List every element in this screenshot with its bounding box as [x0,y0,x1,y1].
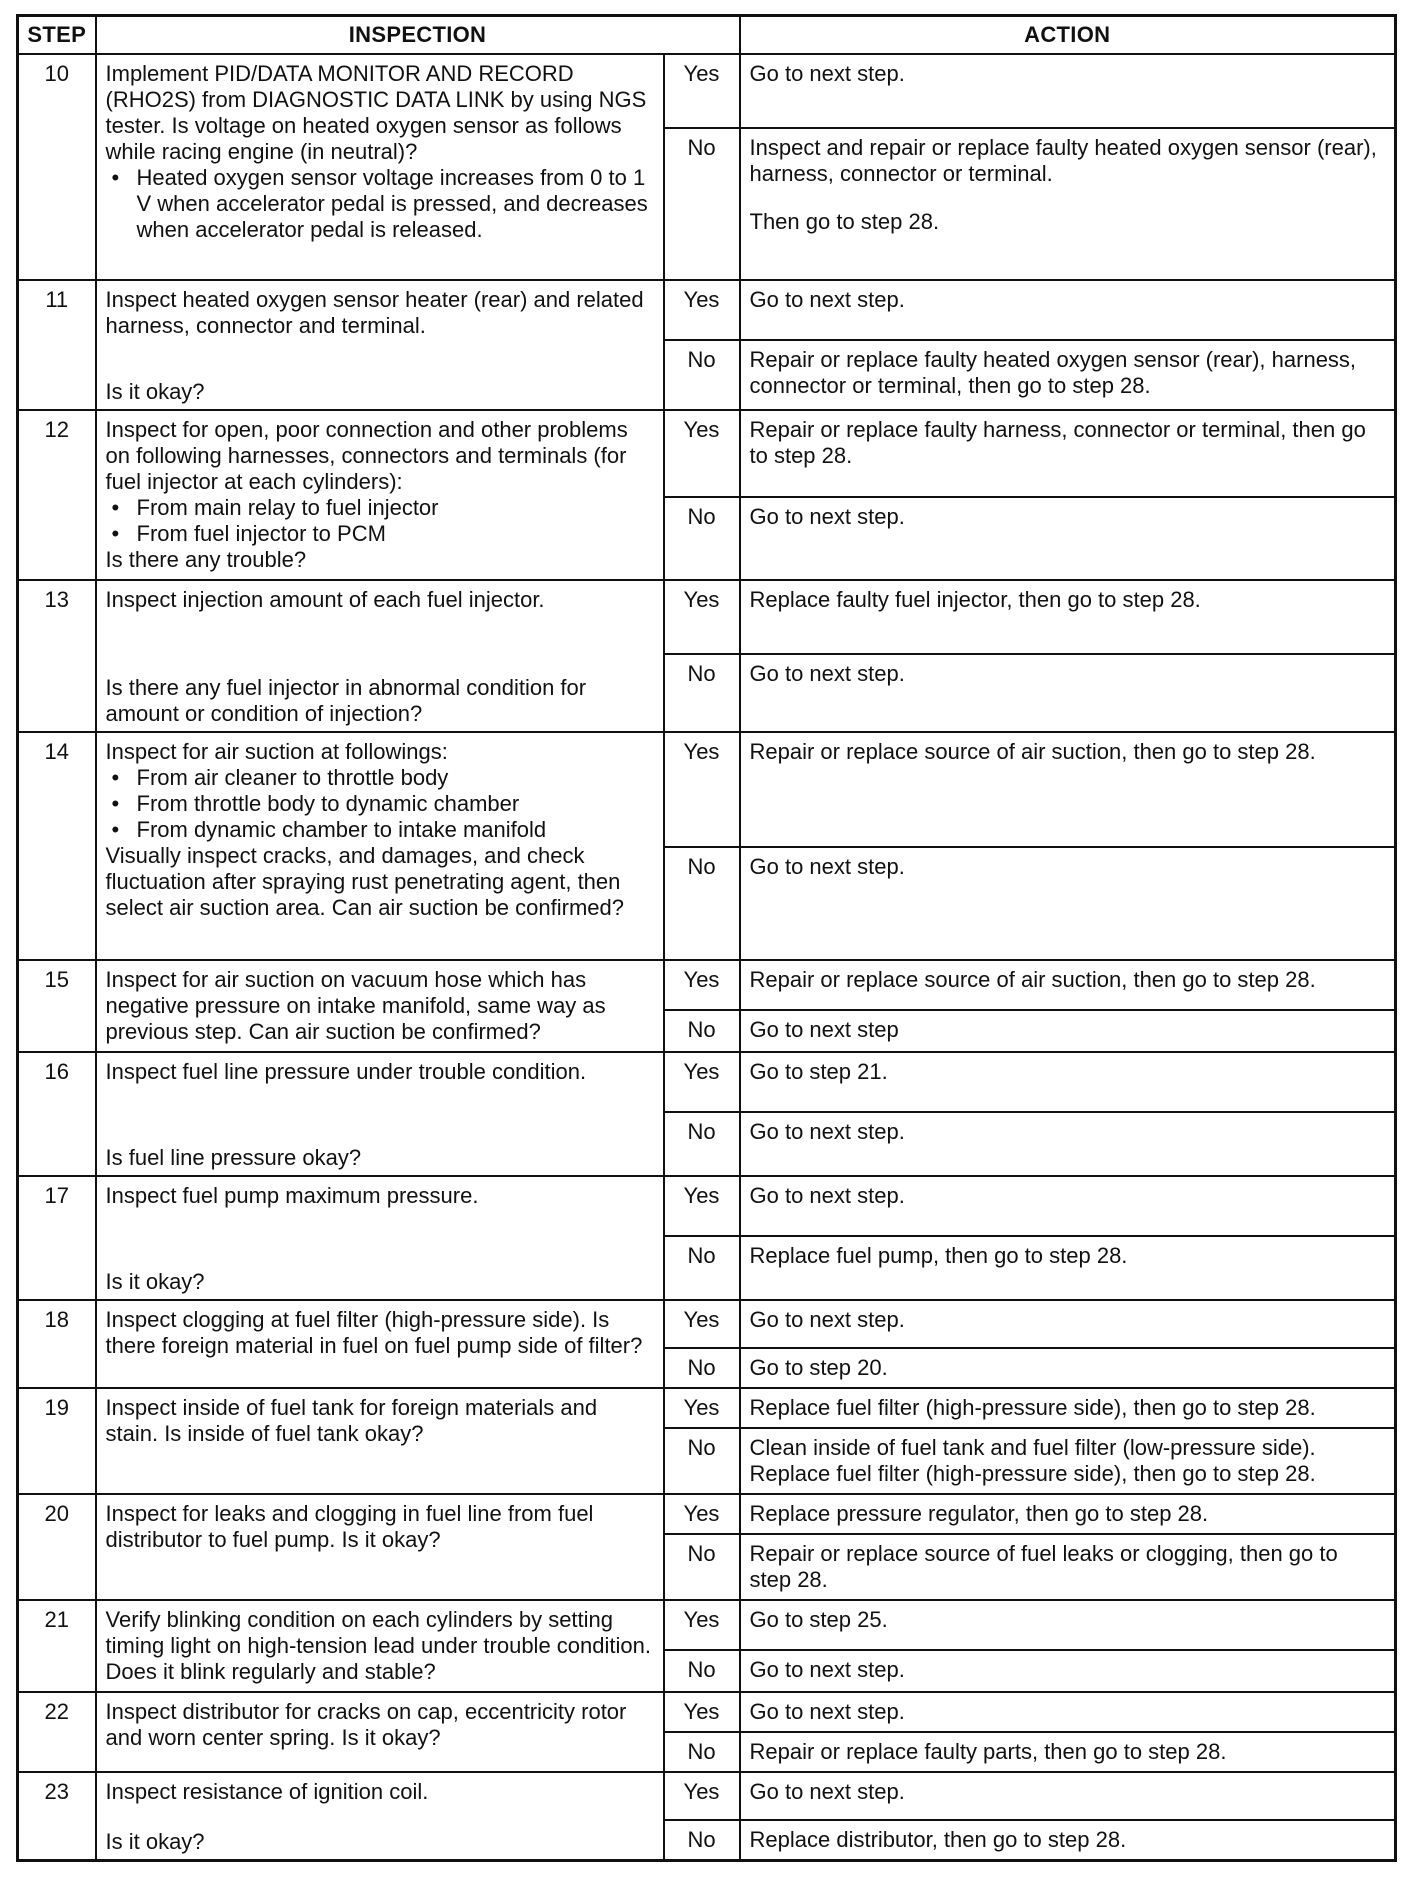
answer-no-label: No [664,1112,740,1176]
action-yes [740,580,1396,654]
answer-no-label: No [664,1820,740,1861]
header-step: STEP [18,16,96,55]
action-no [740,1650,1396,1692]
diagnostic-procedure-page [16,14,1394,1862]
action-text: Repair or replace source of air suction, then go to step 28. [749,739,1316,764]
action-no [740,497,1396,580]
action-text: Go to next step. [749,1699,905,1724]
inspection-text: Inspect distributor for cracks on cap, eccentricity rotor and worn center spring. Is it okay? [105,1699,627,1750]
answer-no-label: No [664,654,740,732]
action-text: Go to next step. [749,1183,905,1208]
action-text: Then go to step 28. [749,209,940,234]
table-row [18,1600,1396,1650]
inspection-cell [96,280,664,410]
inspection-text: Inspect for air suction on vacuum hose which has negative pressure on intake manifold, same way as previous step. Can air suction be confirmed? [105,967,606,1044]
step-number: 12 [18,410,96,580]
inspection-cell [96,410,664,580]
action-text: Inspect and repair or replace faulty heated oxygen sensor (rear), harness, connector or terminal. [749,135,1377,186]
answer-yes-label: Yes [664,580,740,654]
answer-no-label: No [664,1010,740,1052]
action-no [740,1534,1396,1600]
header-action: ACTION [740,16,1396,55]
action-text: Replace faulty fuel injector, then go to step 28. [749,587,1201,612]
inspection-text: Inspect resistance of ignition coil. [105,1779,429,1804]
answer-yes-label: Yes [664,1176,740,1236]
answer-yes-label: Yes [664,280,740,340]
answer-no-label: No [664,847,740,960]
inspection-text: Inspect for air suction at followings: [105,739,448,764]
table-row [18,54,1396,128]
action-text: Go to next step. [749,287,905,312]
action-yes [740,960,1396,1010]
action-yes [740,1300,1396,1348]
inspection-bullet: • From throttle body to dynamic chamber [106,791,654,817]
inspection-question: Is there any trouble? [105,547,307,572]
inspection-cell [96,1494,664,1600]
step-number: 20 [18,1494,96,1600]
action-text: Go to next step [749,1017,899,1043]
action-no [740,1820,1396,1861]
action-no [740,847,1396,960]
step-number: 14 [18,732,96,960]
inspection-text: Inspect clogging at fuel filter (high-pressure side). Is there foreign material in fuel on fuel pump side of filter? [105,1307,643,1358]
inspection-cell [96,1692,664,1772]
inspection-text: Inspect fuel line pressure under trouble condition. [105,1059,587,1084]
action-text: Repair or replace faulty heated oxygen sensor (rear), harness, connector or terminal, then go to step 28. [749,347,1357,398]
answer-no-label: No [664,1650,740,1692]
action-yes [740,1600,1396,1650]
action-no [740,1236,1396,1300]
answer-no-label: No [664,1428,740,1494]
answer-yes-label: Yes [664,1692,740,1732]
action-text: Go to next step. [749,503,905,529]
answer-yes-label: Yes [664,1772,740,1820]
step-number: 10 [18,54,96,280]
action-no [740,1112,1396,1176]
action-text: Go to next step. [749,1779,905,1804]
step-number: 16 [18,1052,96,1176]
inspection-bullet: • From dynamic chamber to intake manifold [106,817,654,843]
inspection-text: Inspect fuel pump maximum pressure. [105,1183,479,1208]
diagnostic-table [16,14,1397,1862]
step-number: 15 [18,960,96,1052]
answer-yes-label: Yes [664,1600,740,1650]
action-no [740,1732,1396,1772]
inspection-bullet: • Heated oxygen sensor voltage increases from 0 to 1 V when accelerator pedal is pressed, and decreases when accelerator pedal is released. [106,165,654,243]
inspection-bullet-list [106,165,654,243]
table-row [18,580,1396,654]
action-yes [740,1494,1396,1534]
answer-no-label: No [664,340,740,410]
action-text: Repair or replace source of fuel leaks or clogging, then go to step 28. [749,1541,1338,1592]
answer-yes-label: Yes [664,410,740,497]
action-no [740,654,1396,732]
action-text: Replace distributor, then go to step 28. [749,1827,1127,1852]
action-no [740,1428,1396,1494]
inspection-text: Verify blinking condition on each cylinders by setting timing light on high-tension lead under trouble condition. Does it blink regularly and stable? [105,1607,651,1684]
answer-yes-label: Yes [664,1052,740,1112]
answer-yes-label: Yes [664,732,740,847]
inspection-cell [96,1300,664,1388]
action-no [740,1348,1396,1388]
inspection-cell [96,1600,664,1692]
header-inspection: INSPECTION [96,16,740,55]
inspection-cell [96,54,664,280]
inspection-cell [96,1772,664,1861]
answer-no-label: No [664,1534,740,1600]
action-yes [740,1176,1396,1236]
inspection-text: Inspect for open, poor connection and other problems on following harnesses, connectors and terminals (for fuel injector at each cylinders): [105,417,628,494]
action-yes [740,280,1396,340]
inspection-text: Inspect heated oxygen sensor heater (rear) and related harness, connector and terminal. [105,287,644,338]
step-number: 13 [18,580,96,732]
table-body [18,54,1396,1861]
inspection-question: Is there any fuel injector in abnormal condition for amount or condition of injection? [105,675,587,726]
action-yes [740,1692,1396,1732]
action-text: Clean inside of fuel tank and fuel filter (low-pressure side). Replace fuel filter (high-pressure side), then go to step 28. [749,1435,1316,1486]
inspection-question: Is it okay? [105,379,205,404]
action-text: Replace pressure regulator, then go to step 28. [749,1501,1209,1526]
table-row [18,1176,1396,1236]
action-no [740,340,1396,410]
step-number: 23 [18,1772,96,1861]
inspection-text: Implement PID/DATA MONITOR AND RECORD (RHO2S) from DIAGNOSTIC DATA LINK by using NGS tester. Is voltage on heated oxygen sensor as follows while racing engine (in neutral)? [105,61,647,164]
answer-yes-label: Yes [664,1300,740,1348]
action-yes [740,410,1396,497]
action-no [740,128,1396,280]
table-row [18,1052,1396,1112]
table-row [18,732,1396,847]
inspection-bullet-list [106,765,654,843]
action-text: Go to next step. [749,661,905,686]
step-number: 21 [18,1600,96,1692]
step-number: 18 [18,1300,96,1388]
action-text: Go to step 21. [749,1059,888,1084]
action-text: Go to next step. [749,1119,905,1144]
table-row [18,1388,1396,1428]
action-no [740,1010,1396,1052]
table-row [18,1772,1396,1820]
inspection-question: Is it okay? [105,1269,205,1294]
inspection-question: Visually inspect cracks, and damages, and check fluctuation after spraying rust penetrating agent, then select air suction area. Can air suction be confirmed? [105,843,624,920]
answer-yes-label: Yes [664,54,740,128]
action-text: Go to next step. [749,61,905,86]
inspection-bullet-list [106,495,654,547]
action-yes [740,1388,1396,1428]
answer-yes-label: Yes [664,1388,740,1428]
inspection-text: Inspect injection amount of each fuel injector. [105,587,545,612]
inspection-text: Inspect for leaks and clogging in fuel line from fuel distributor to fuel pump. Is it okay? [105,1501,594,1552]
inspection-text: Inspect inside of fuel tank for foreign materials and stain. Is inside of fuel tank okay? [105,1395,598,1446]
table-row [18,410,1396,497]
table-row [18,960,1396,1010]
action-text: Go to next step. [749,854,905,879]
answer-no-label: No [664,128,740,280]
inspection-cell [96,960,664,1052]
action-text: Go to step 20. [749,1355,888,1380]
step-number: 22 [18,1692,96,1772]
inspection-cell [96,1176,664,1300]
step-number: 19 [18,1388,96,1494]
action-yes [740,1772,1396,1820]
action-yes [740,54,1396,128]
action-text: Go to step 25. [749,1607,888,1632]
table-row [18,1300,1396,1348]
action-text: Go to next step. [749,1307,905,1332]
inspection-question: Is it okay? [105,1829,205,1854]
step-number: 17 [18,1176,96,1300]
answer-no-label: No [664,1348,740,1388]
step-number: 11 [18,280,96,410]
answer-no-label: No [664,1236,740,1300]
action-yes [740,732,1396,847]
answer-yes-label: Yes [664,960,740,1010]
inspection-bullet: • From air cleaner to throttle body [106,765,654,791]
inspection-bullet: • From fuel injector to PCM [106,521,654,547]
action-text: Replace fuel pump, then go to step 28. [749,1243,1128,1268]
inspection-bullet: • From main relay to fuel injector [106,495,654,521]
action-text: Go to next step. [749,1657,905,1683]
action-yes [740,1052,1396,1112]
answer-no-label: No [664,497,740,580]
table-row [18,1692,1396,1732]
answer-yes-label: Yes [664,1494,740,1534]
inspection-cell [96,580,664,732]
header-row [18,16,1396,55]
action-text: Replace fuel filter (high-pressure side), then go to step 28. [749,1395,1316,1420]
inspection-question: Is fuel line pressure okay? [105,1145,362,1170]
table-row [18,1494,1396,1534]
action-text: Repair or replace faulty harness, connector or terminal, then go to step 28. [749,417,1366,468]
inspection-cell [96,732,664,960]
answer-no-label: No [664,1732,740,1772]
action-text: Repair or replace source of air suction, then go to step 28. [749,967,1316,992]
table-row [18,280,1396,340]
action-text: Repair or replace faulty parts, then go to step 28. [749,1739,1227,1764]
inspection-cell [96,1388,664,1494]
inspection-cell [96,1052,664,1176]
